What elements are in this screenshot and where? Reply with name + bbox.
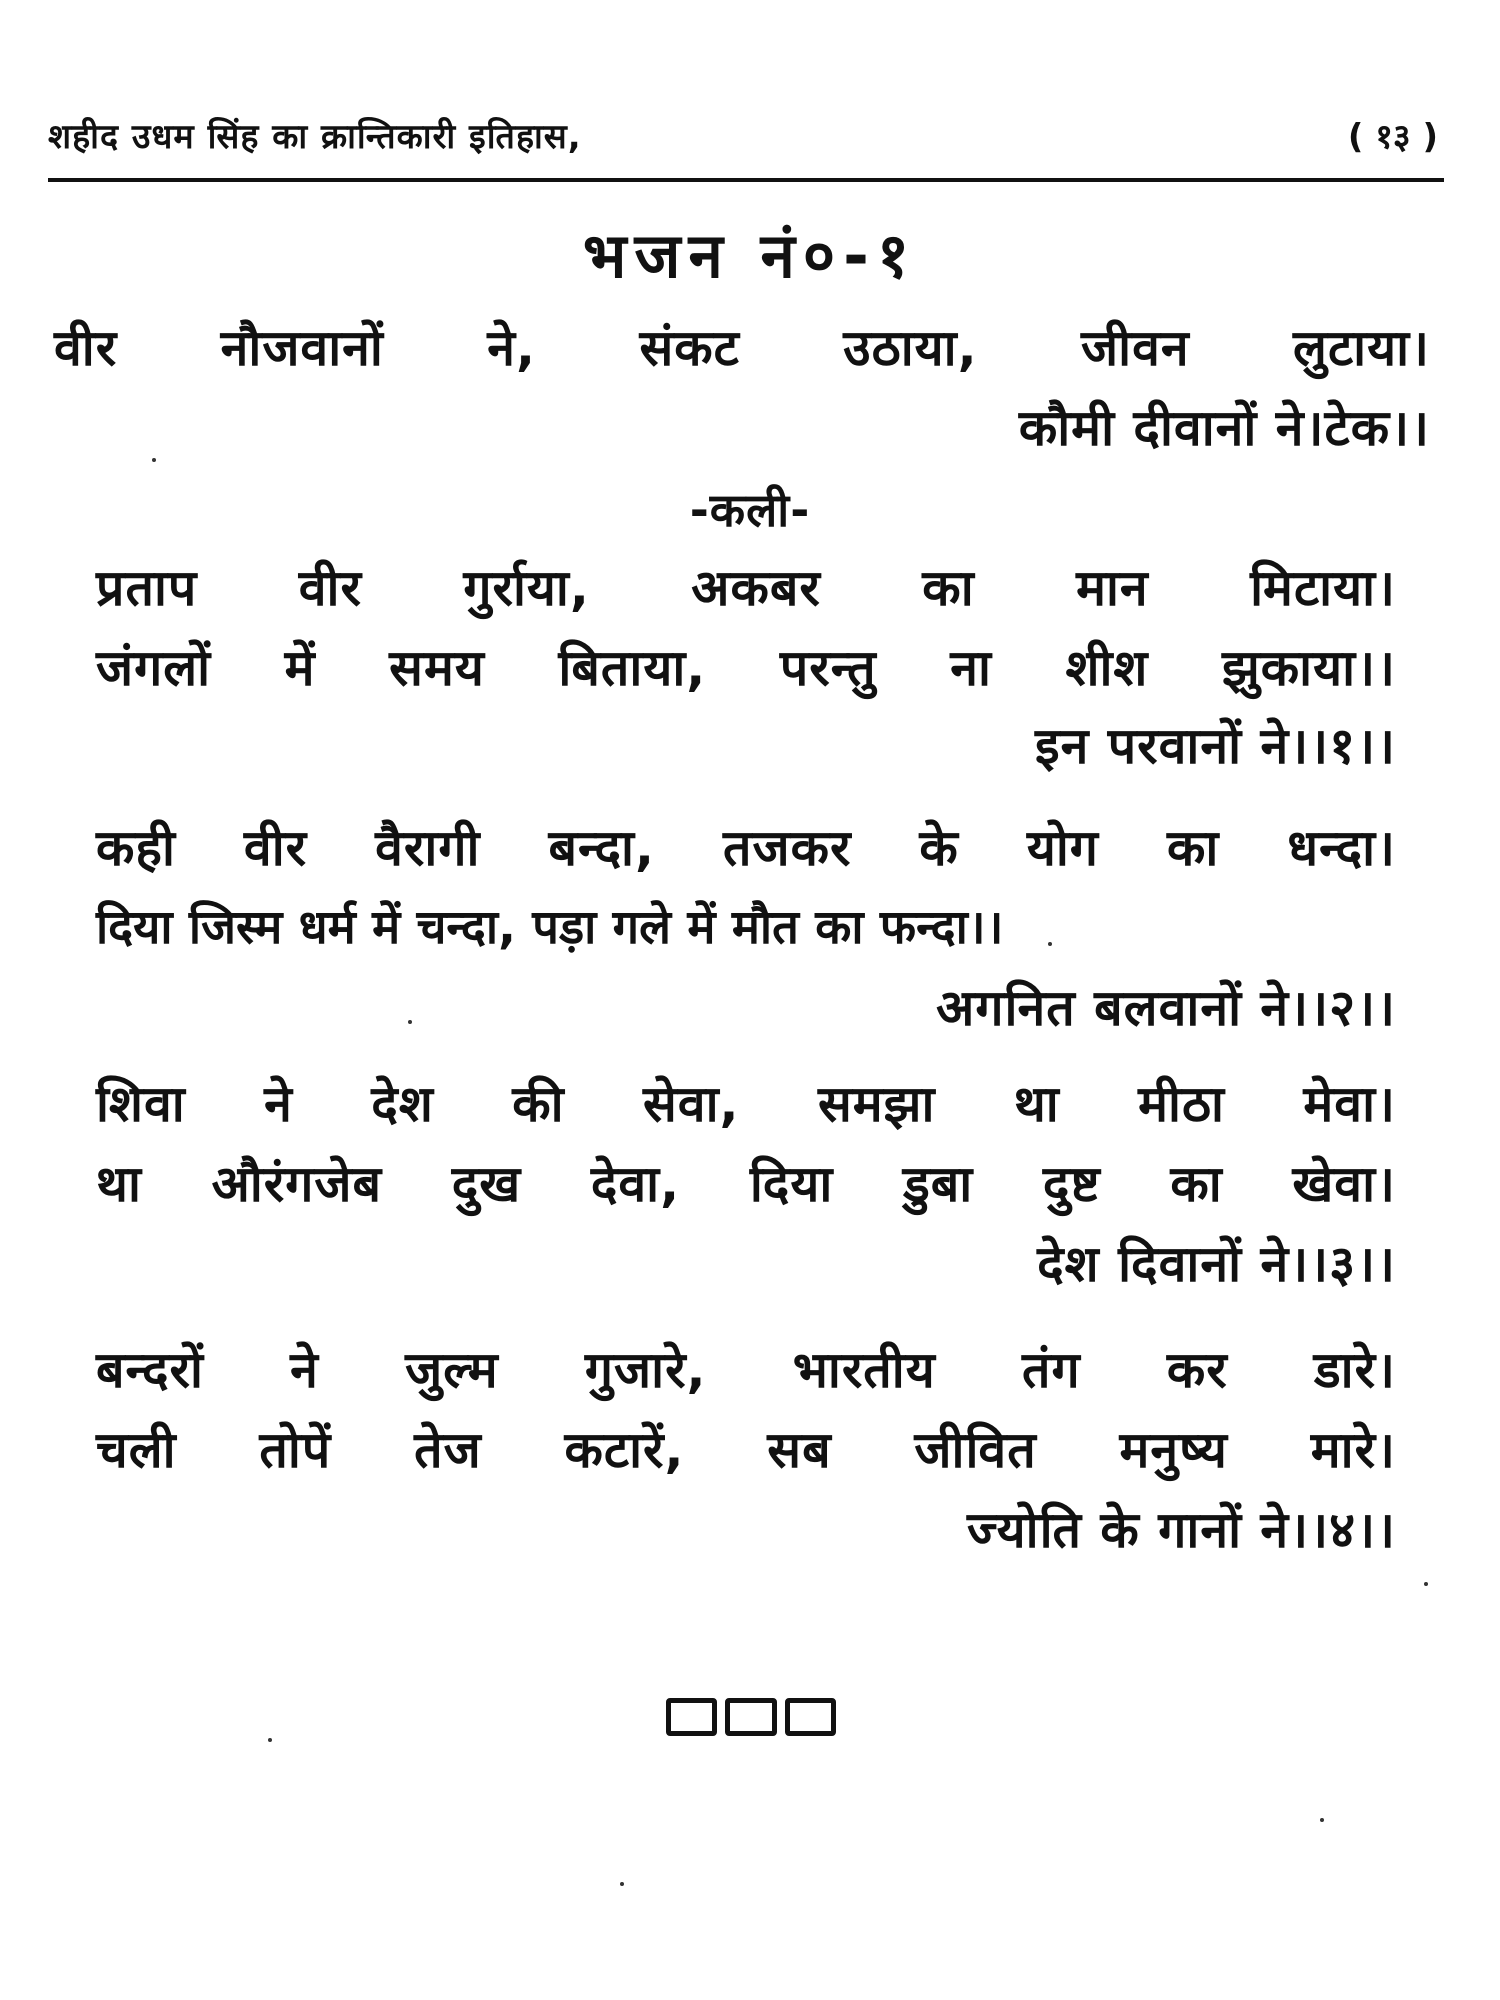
stanza-2-tail: अगनित बलवानों ने।।२।। [936,979,1396,1037]
stanza-2-line-2: दिया जिस्म धर्म में चन्दा, पड़ा गले में मौत का फन्दा।। [96,900,1004,955]
page-number: ( १३ ) [1347,117,1438,157]
stanza-4-line-1: बन्दरों ने जुल्म गुजारे, भारतीय तंग कर डारे। [96,1341,1396,1399]
stanza-3-line-1: शिवा ने देश की सेवा, समझा था मीठा मेवा। [96,1075,1396,1133]
section-label-kali: -कली- [689,483,811,537]
scan-speck [1320,1818,1324,1822]
stanza-1-line-2: जंगलों में समय बिताया, परन्तु ना शीश झुकाया।। [96,639,1396,697]
stanza-1-tail: इन परवानों ने।।१।। [1035,717,1396,775]
ornament-square [725,1698,776,1736]
ornament-square [785,1698,836,1736]
scan-speck [408,1020,412,1024]
scan-speck [152,458,156,462]
stanza-2-line-1: कही वीर वैरागी बन्दा, तजकर के योग का धन्दा। [96,819,1396,877]
stanza-4-tail: ज्योति के गानों ने।।४।। [967,1501,1396,1559]
scan-speck [1048,942,1052,946]
ornament-square [666,1698,717,1736]
stanza-3-line-2: था औरंगजेब दुख देवा, दिया डुबा दुष्ट का खेवा। [96,1155,1396,1213]
three-square-ornament-icon [666,1698,836,1734]
running-header-title: शहीद उधम सिंह का क्रान्तिकारी इतिहास, [48,117,582,157]
stanza-1-line-1: प्रताप वीर गुर्राया, अकबर का मान मिटाया। [96,559,1396,617]
scan-speck [1424,1582,1428,1586]
bhajan-heading: भजन नं०-१ [582,219,918,292]
scan-speck [268,1738,272,1742]
refrain-line-1: वीर नौजवानों ने, संकट उठाया, जीवन लुटाया। [54,319,1430,377]
running-header [48,112,1438,172]
refrain-line-2: कौमी दीवानों ने।टेक।। [1018,399,1430,457]
header-divider [48,178,1444,182]
stanza-4-line-2: चली तोपें तेज कटारें, सब जीवित मनुष्य मारे। [96,1421,1396,1479]
scan-speck [620,1882,624,1886]
stanza-3-tail: देश दिवानों ने।।३।। [1037,1235,1396,1293]
